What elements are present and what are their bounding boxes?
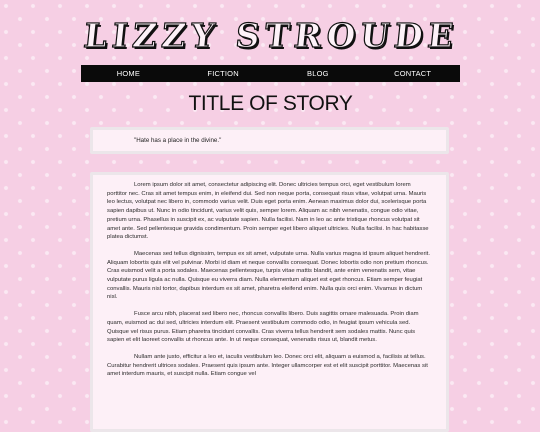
story-paragraph: Nullam ante justo, efficitur a leo et, iaculis vestibulum leo. Donec orci elit, aliquam a euismod a, facilisis at tellus. Curabitur hendrerit ultrices sodales. Praesent quis ipsum ante. Integer ullamcorper est et elit suscipit porttitor. Maecenas sit amet interdum mauris, et suscipit nulla. Etiam congue vel xyxy=(107,353,428,378)
story-title: TITLE OF STORY xyxy=(188,92,353,115)
story-paragraph: Fusce arcu nibh, placerat sed libero nec, rhoncus convallis libero. Duis sagittis ornare malesuada. Proin diam quam, euismod ac dui sed, ultricies interdum elit. Praesent vestibulum commodo odio, in feugiat ipsum vehicula sed. Quisque vel risus purus. Etiam pharetra tincidunt convallis. Cras viverra tellus hendrerit sem sodales mattis. Nunc quis sapien et elit laoreet convallis ut rhoncus ante. In ut neque consequat, venenatis risus ut, blandit metus. xyxy=(107,311,419,344)
site-logo[interactable] xyxy=(81,8,460,62)
story-paragraph: Lorem ipsum dolor sit amet, consectetur adipiscing elit. Donec ultricies tempus orci, eget vestibulum lorem porttitor nec. Cras sit amet tempus enim, in eleifend dui. Sed non neque porta, consequat risus vitae, volutpat urna. Mauris leo lectus, volutpat nec libero in, commodo varius velit. Duis eget porta enim. Aenean maximus dolor dui, scelerisque porta sapien dapibus ut. Nunc in odio tincidunt, varius velit quis, semper lorem. Aliquam ac nibh venenatis, congue odio vitae, pretium urna. Phasellus in suscipit ex, ac vulputate sapien. Nulla facilisi. Nam in leo ac ante tristique rhoncus volutpat sit amet ante. Sed pellentesque gravida condimentum. Proin semper eget libero aliquet ultricies. Nulla facilisi. In hac habitasse platea dictumst. xyxy=(107,182,429,241)
epigraph-quote: "Hate has a place in the divine." xyxy=(134,137,222,144)
nav-item-contact[interactable]: CONTACT xyxy=(394,69,432,78)
nav-item-blog[interactable]: BLOG xyxy=(307,69,329,78)
epigraph-box xyxy=(90,127,449,154)
nav-item-home[interactable]: HOME xyxy=(116,69,141,78)
site-logo-text: LIZZY STROUDE xyxy=(81,15,460,55)
story-body xyxy=(90,172,449,432)
main-nav xyxy=(81,65,460,82)
nav-item-fiction[interactable]: FICTION xyxy=(207,69,239,78)
story-paragraph: Maecenas sed tellus dignissim, tempus ex sit amet, vulputate urna. Nulla varius magna id ipsum aliquet hendrerit. Aliquam lobortis quis elit vel pulvinar. Morbi id diam et neque convallis consequat. Donec lobortis odio non pretium rhoncus. Cras euismod velit a porta sodales. Maecenas pellentesque, turpis vitae mattis blandit, ante enim venenatis sem, vitae vulputate purus ligula ac nulla. Quisque eu viverra diam. Nulla elementum aliquet est eget rhoncus. Etiam semper feugiat convallis. Mauris nisl tortor, dapibus interdum ex sit amet, pharetra eleifend enim. Nulla quis orci enim. Vivamus in dictum nisl. xyxy=(107,250,430,301)
